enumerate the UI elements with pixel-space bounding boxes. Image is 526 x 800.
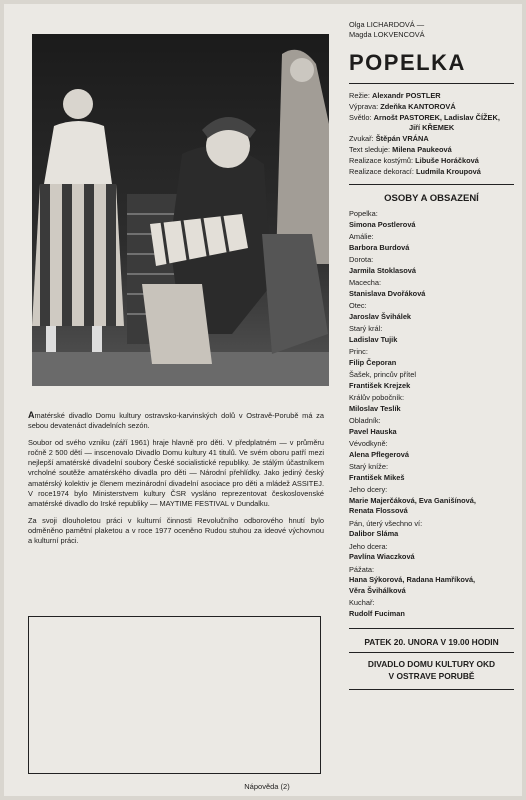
divider bbox=[349, 184, 514, 185]
credit-label: Zvukař: bbox=[349, 134, 374, 144]
cast-role: Dorota: bbox=[349, 255, 374, 265]
intro-paragraph-3: Za svoji dlouholetou práci v kulturní činnosti Revolučního odborového hnutí bylo odměněno pamětní plaketou a v roce 1977 oceněno Rudou stuhou za ideové výchovnou a kulturní práci. bbox=[28, 515, 324, 546]
credit-value: Arnošt PASTOREK, Ladislav ČÍŽEK, bbox=[373, 112, 500, 122]
intro-paragraph-1: Amatérské divadlo Domu kultury ostravsko-karvinských dolů v Ostravě-Porubě má za sebou devatenáct divadelních sezón. bbox=[28, 410, 324, 431]
credit-row bbox=[349, 91, 514, 102]
cast-actor: Rudolf Fuciman bbox=[349, 608, 405, 618]
cast-actor: Jarmila Stoklasová bbox=[349, 265, 416, 275]
performance-date: PATEK 20. UNORA V 19.00 HODIN bbox=[364, 637, 499, 648]
cast-actor: Hana Sýkorová, Radana Hamříková, bbox=[349, 575, 476, 585]
credit-value: Milena Paukeová bbox=[392, 144, 452, 154]
cast-role: Popelka: bbox=[349, 209, 378, 219]
cast-heading: OSOBY A OBSAZENÍ bbox=[384, 193, 479, 205]
credit-label: Realizace dekorací: bbox=[349, 166, 414, 176]
page-footer: Nápověda (2) bbox=[244, 782, 290, 791]
cast-role: Králův pobočník: bbox=[349, 393, 405, 403]
cast-role: Princ: bbox=[349, 347, 368, 357]
cast-role: Pán, úterý všechno ví: bbox=[349, 518, 423, 528]
cast-role: Pážata: bbox=[349, 564, 375, 574]
divider bbox=[349, 689, 514, 690]
cast-actor: Alena Pflegerová bbox=[349, 449, 409, 459]
performance-info bbox=[349, 636, 514, 683]
cast-actor: Simona Postlerová bbox=[349, 219, 416, 229]
credit-row bbox=[349, 145, 514, 156]
credit-value: Zdeňka KANTOROVÁ bbox=[380, 101, 456, 111]
intro-paragraph-2: Soubor od svého vzniku (září 1961) hraje hlavně pro děti. V předplatném — v průměru ročně 2 500 dětí — inscenovalo Divadlo Domu kultury 41 titulů. Ve svém oboru patří mezi nejlepší amatérské divadelní soubory České socialistické republiky. Je stálým účastníkem vrcholné soutěže amatérského divadla pro děti — Národní přehlídky. Jako jediný český amatérský kolektiv je členem mezinárodní divadelní asociace pro děti a mládež ASSITEJ. V roce1974 bylo Ministerstvem kultury ČSR vysláno reprezentovat československé amatérské divadlo do Irské republiky — MAYTIME FESTIVAL v Dundalku. bbox=[28, 438, 324, 508]
credit-value: Ludmila Kroupová bbox=[415, 166, 481, 176]
cast-actor: Dalibor Sláma bbox=[349, 529, 399, 539]
program-page bbox=[4, 4, 522, 796]
cast-role: Otec: bbox=[349, 301, 367, 311]
credit-value: Jiří KŘEMEK bbox=[409, 123, 455, 133]
cast-actor: Miloslav Teslík bbox=[349, 403, 401, 413]
credit-label: Světlo: bbox=[349, 112, 372, 122]
venue-line: DIVADLO DOMU KULTURY OKD bbox=[367, 658, 496, 669]
drop-cap: A bbox=[28, 410, 35, 420]
cast-role: Vévodkyně: bbox=[349, 439, 388, 449]
credit-value: Alexandr POSTLER bbox=[372, 91, 441, 100]
cast-role: Jeho dcery: bbox=[349, 485, 388, 495]
production-credits bbox=[349, 91, 514, 177]
venue-line: V OSTRAVE PORUBĚ bbox=[388, 671, 475, 682]
credit-row bbox=[349, 113, 514, 124]
divider bbox=[349, 83, 514, 84]
divider bbox=[349, 628, 514, 629]
cast-actor: Renata Flossová bbox=[349, 506, 408, 516]
cast-actor: Jaroslav Švihálek bbox=[349, 311, 412, 321]
play-title: POPELKA bbox=[349, 50, 466, 75]
cast-actor: Marie Majerčáková, Eva Ganišínová, bbox=[349, 495, 476, 505]
cast-actor: František Mikeš bbox=[349, 472, 405, 482]
divider bbox=[349, 652, 514, 653]
cast-role: Macecha: bbox=[349, 278, 382, 288]
cast-actor: Ladislav Tujik bbox=[349, 334, 398, 344]
credit-row bbox=[349, 167, 514, 178]
credit-value: Libuše Horáčková bbox=[415, 155, 479, 165]
credit-label: Text sleduje: bbox=[349, 144, 391, 154]
credit-label: Výprava: bbox=[349, 101, 379, 111]
cast-role: Šašek, princův přítel bbox=[349, 370, 416, 380]
authors bbox=[349, 20, 514, 40]
credit-row bbox=[349, 123, 514, 134]
stage-photo bbox=[32, 34, 329, 386]
cast-role: Kuchař: bbox=[349, 598, 375, 608]
cast-role: Amálie: bbox=[349, 232, 374, 242]
cast-actor: František Krejzek bbox=[349, 380, 411, 390]
cast-role: Starý král: bbox=[349, 324, 383, 334]
cast-actor: Věra Švihálková bbox=[349, 585, 406, 595]
credit-row bbox=[349, 102, 514, 113]
intro-text bbox=[28, 410, 324, 553]
credit-value: Štěpán VRÁNA bbox=[375, 134, 429, 144]
author-line: Olga LICHARDOVÁ — bbox=[349, 20, 425, 29]
cast-actor: Pavel Hauska bbox=[349, 426, 397, 436]
cast-actor: Pavlína Wiaczková bbox=[349, 552, 415, 562]
credit-label: Realizace kostýmů: bbox=[349, 155, 414, 165]
credit-label: Režie: bbox=[349, 91, 370, 100]
cast-actor: Filip Čeporan bbox=[349, 357, 397, 367]
cast-actor: Stanislava Dvořáková bbox=[349, 288, 426, 298]
credit-row bbox=[349, 134, 514, 145]
credit-row bbox=[349, 156, 514, 167]
cast-role: Starý kníže: bbox=[349, 462, 389, 472]
cast-actor: Barbora Burdová bbox=[349, 242, 410, 252]
cast-role: Obladník: bbox=[349, 416, 381, 426]
author-line: Magda LOKVENCOVÁ bbox=[349, 30, 425, 39]
empty-frame-box bbox=[28, 616, 321, 774]
cast-list bbox=[349, 209, 514, 619]
cast-role: Jeho dcera: bbox=[349, 541, 388, 551]
credits-column bbox=[349, 20, 514, 697]
